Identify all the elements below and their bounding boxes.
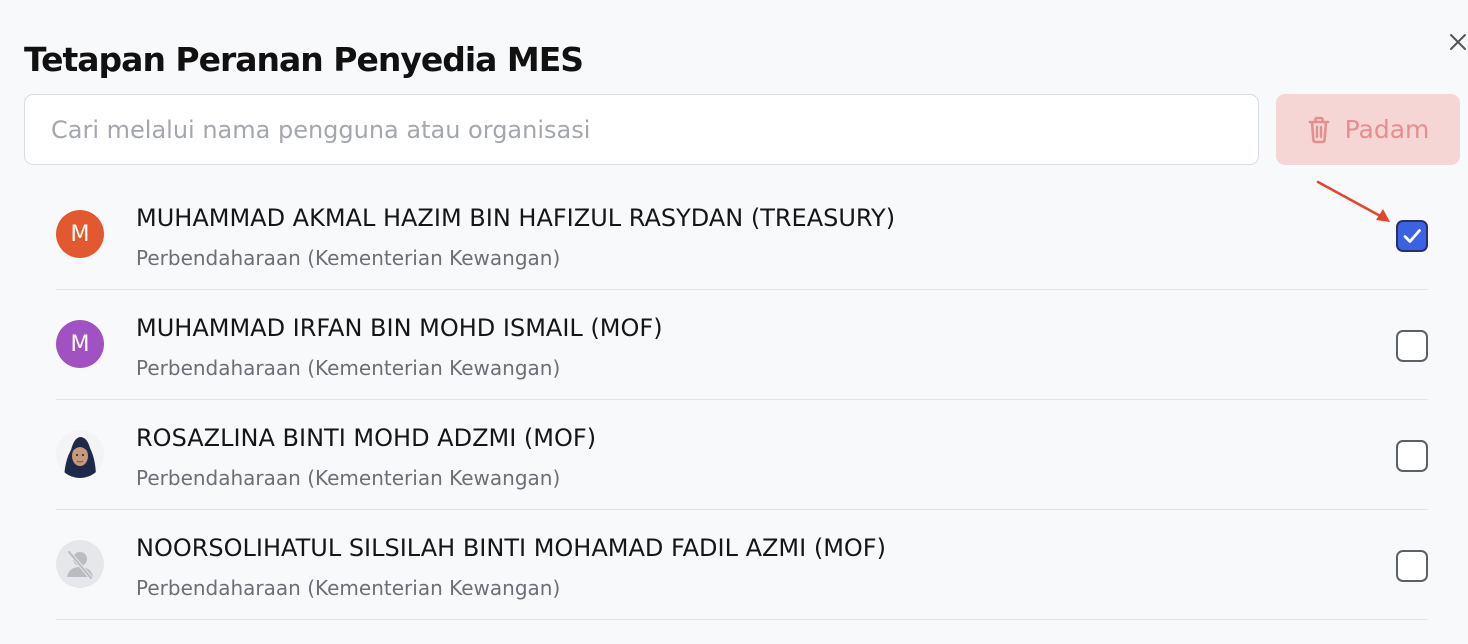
user-organization: Perbendaharaan (Kementerian Kewangan) — [136, 246, 561, 270]
avatar-placeholder — [56, 540, 104, 588]
user-organization: Perbendaharaan (Kementerian Kewangan) — [136, 576, 561, 600]
list-item[interactable] — [56, 510, 1428, 620]
list-item[interactable] — [56, 180, 1428, 290]
user-checkbox[interactable] — [1396, 550, 1428, 582]
close-icon — [1446, 30, 1468, 54]
avatar-photo — [56, 430, 104, 478]
checkmark-icon — [1401, 225, 1423, 247]
user-organization: Perbendaharaan (Kementerian Kewangan) — [136, 466, 561, 490]
no-photo-user-icon — [56, 540, 104, 588]
avatar-initial: M — [70, 221, 90, 247]
user-list — [56, 180, 1428, 620]
avatar — [56, 210, 104, 258]
user-name: NOORSOLIHATUL SILSILAH BINTI MOHAMAD FADIL AZMI (MOF) — [136, 534, 886, 562]
trash-icon — [1307, 116, 1331, 144]
avatar — [56, 320, 104, 368]
user-organization: Perbendaharaan (Kementerian Kewangan) — [136, 356, 561, 380]
user-checkbox[interactable] — [1396, 440, 1428, 472]
avatar-initial: M — [70, 331, 90, 357]
list-item[interactable] — [56, 290, 1428, 400]
user-name: MUHAMMAD IRFAN BIN MOHD ISMAIL (MOF) — [136, 314, 663, 342]
user-checkbox[interactable] — [1396, 220, 1428, 252]
user-name: ROSAZLINA BINTI MOHD ADZMI (MOF) — [136, 424, 597, 452]
close-button[interactable] — [1446, 30, 1468, 54]
user-name: MUHAMMAD AKMAL HAZIM BIN HAFIZUL RASYDAN (TREASURY) — [136, 204, 896, 232]
dialog-title: Tetapan Peranan Penyedia MES — [24, 40, 584, 79]
user-checkbox[interactable] — [1396, 330, 1428, 362]
delete-button[interactable] — [1276, 94, 1460, 165]
user-photo-icon — [56, 430, 104, 478]
search-input[interactable] — [24, 94, 1259, 165]
list-item[interactable] — [56, 400, 1428, 510]
delete-button-label: Padam — [1344, 115, 1430, 144]
